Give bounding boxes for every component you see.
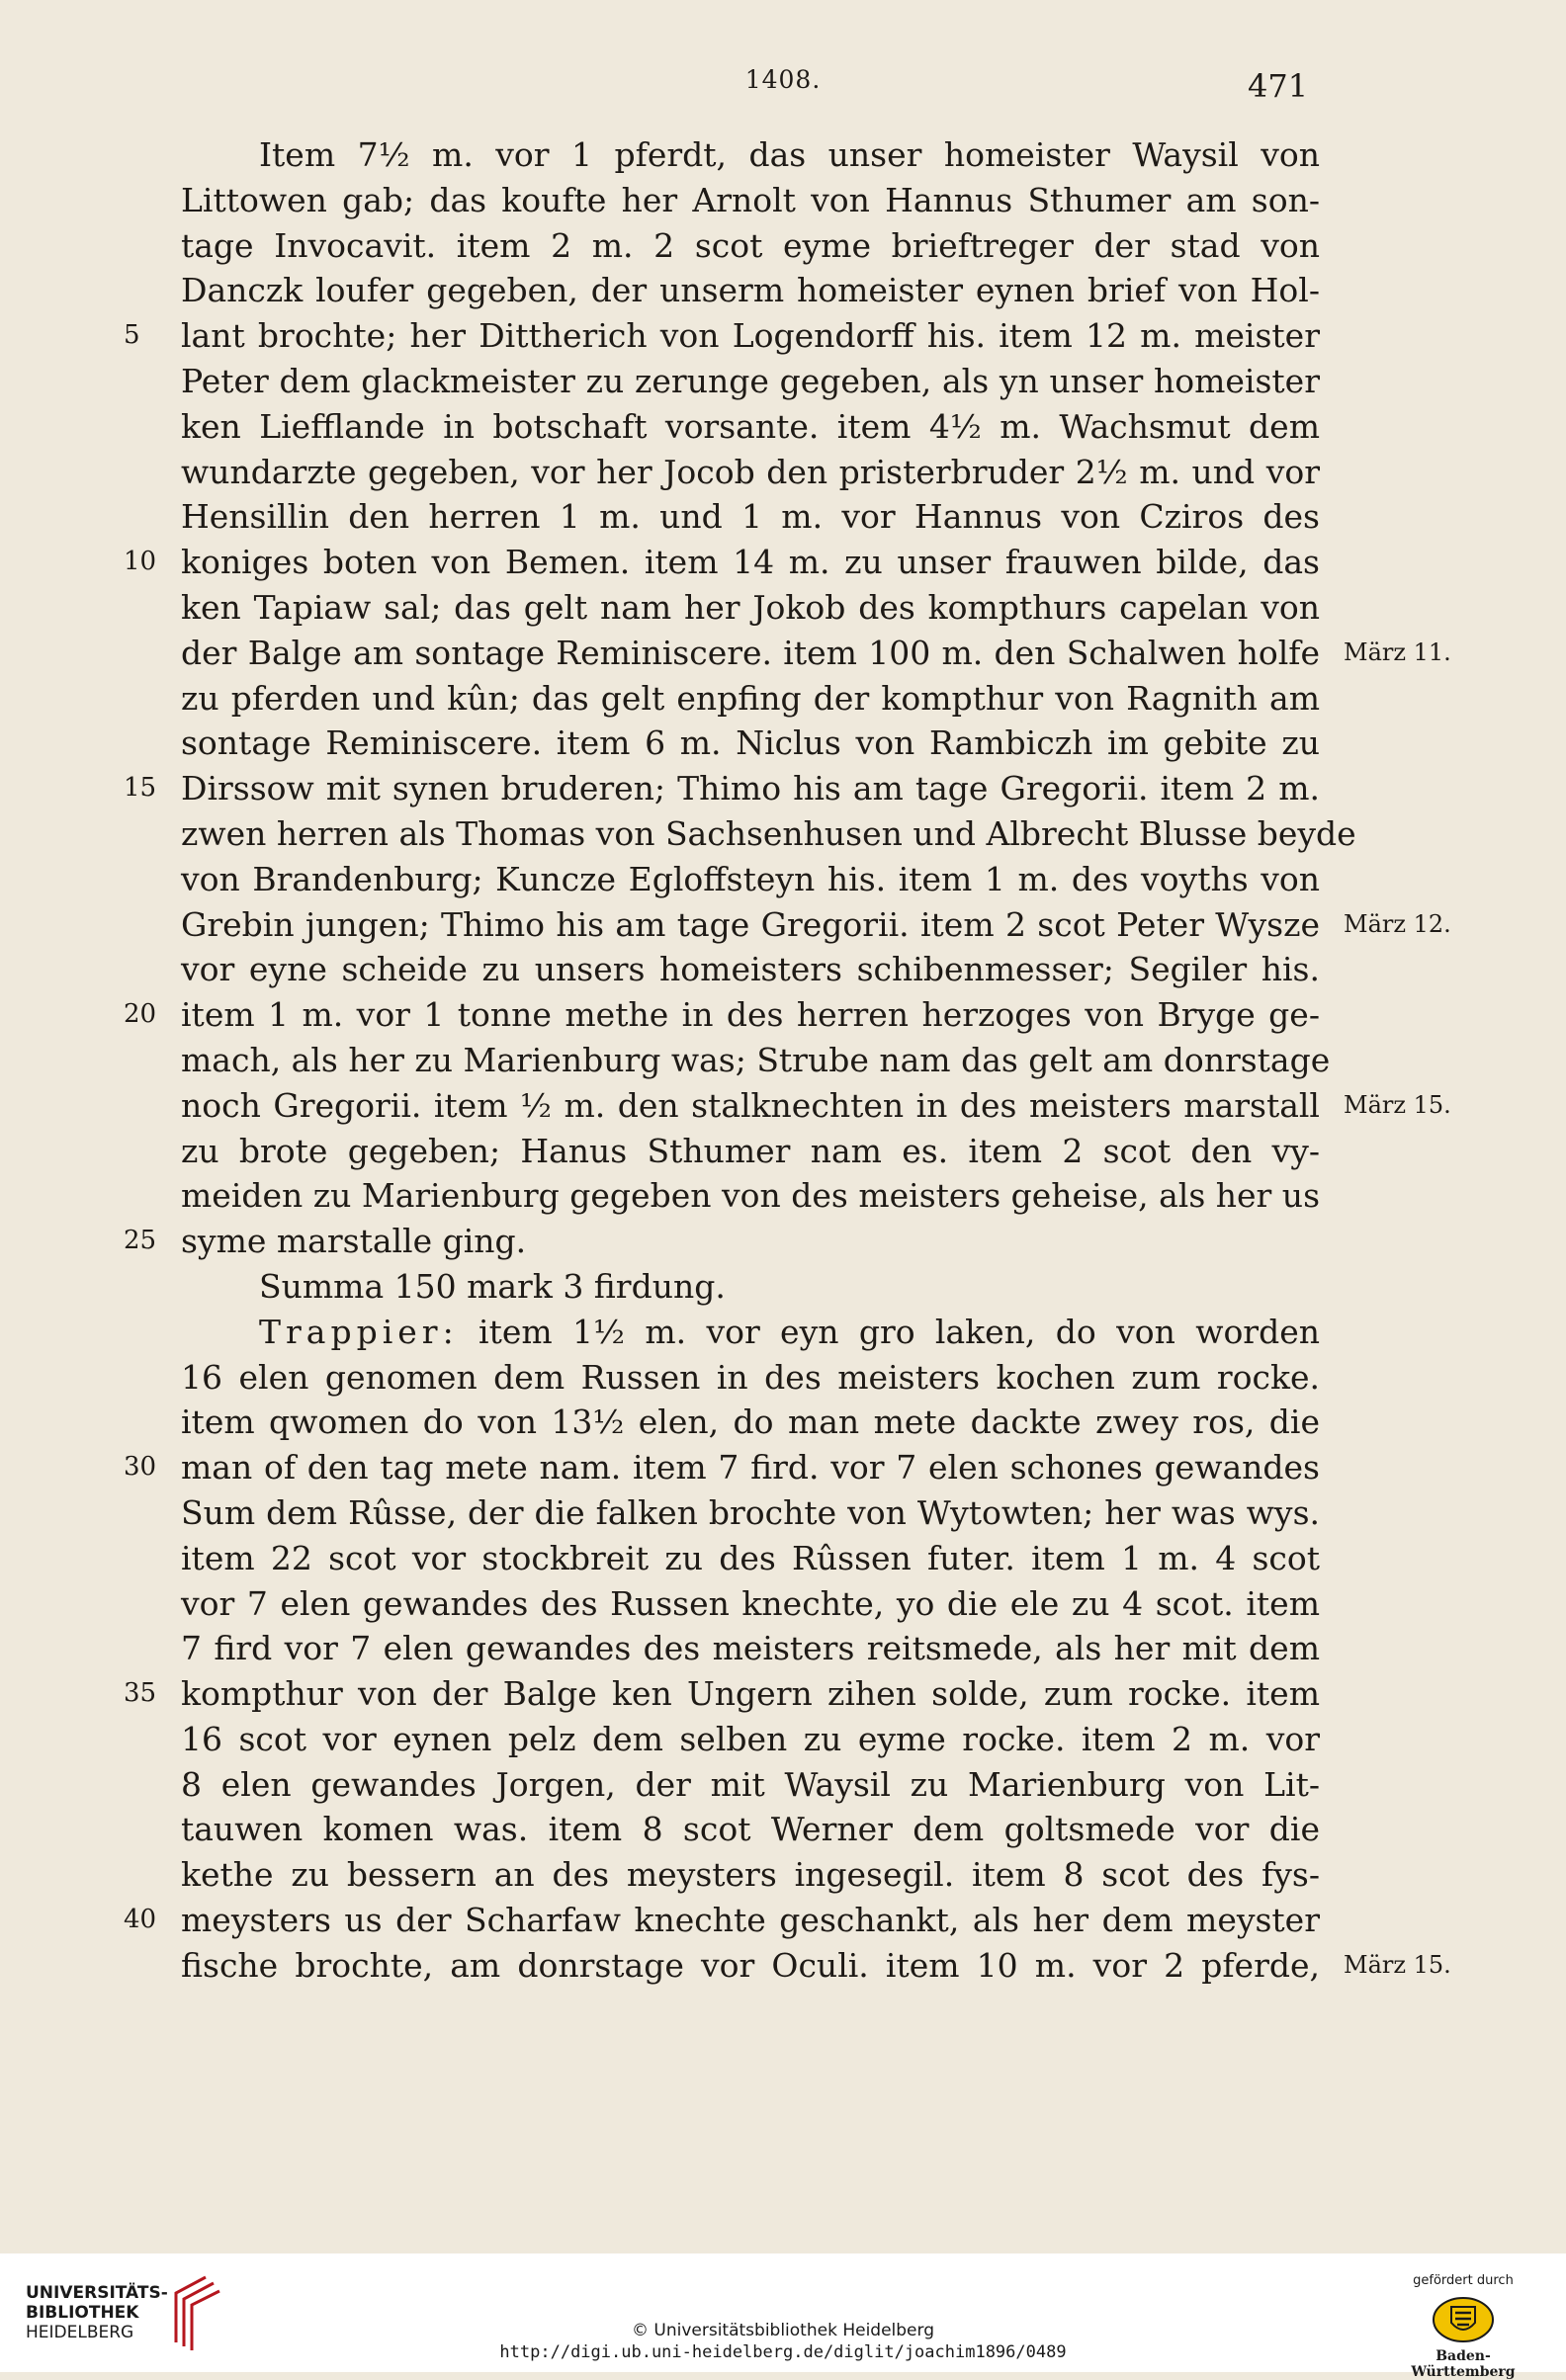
text-line	[181, 1490, 1320, 1536]
text-line	[181, 857, 1320, 902]
line-text: ken Tapiaw sal; das gelt nam her Jokob des kompthurs capelan von	[181, 587, 1320, 627]
margin-date-note: März 12.	[1344, 909, 1451, 938]
text-line	[124, 992, 1320, 1038]
running-head-year: 1408.	[744, 65, 822, 94]
text-line	[181, 1852, 1320, 1898]
text-line	[124, 1898, 1320, 1943]
line-text: vor eyne scheide zu unsers homeisters schibenmesser; Segiler his.	[181, 950, 1320, 989]
text-line	[181, 268, 1320, 313]
text-line	[124, 313, 1320, 359]
line-text: Item 7½ m. vor 1 pferdt, das unser homeister Waysil von	[259, 135, 1320, 174]
line-text: tage Invocavit. item 2 m. 2 scot eyme brieftreger der stad von	[181, 225, 1320, 265]
line-text: Littowen gab; das koufte her Arnolt von Hannus Sthumer am son-	[181, 180, 1320, 219]
section-lead: Trappier:	[259, 1312, 459, 1351]
line-number: 30	[124, 1452, 157, 1483]
line-text: Hensillin den herren 1 m. und 1 m. vor Hannus von Cziros des	[181, 497, 1320, 537]
line-text: lant brochte; her Dittherich von Logendorff his. item 12 m. meister	[181, 316, 1320, 356]
source-url-link[interactable]: http://digi.ub.uni-heidelberg.de/diglit/joachim1896/0489	[499, 2342, 1067, 2362]
text-line	[181, 1400, 1320, 1445]
funder-name: Baden-Württemberg	[1411, 2348, 1516, 2380]
text-line	[181, 494, 1320, 540]
text-line	[181, 811, 1356, 857]
line-number: 5	[124, 320, 140, 351]
text-line	[124, 1671, 1320, 1717]
text-line	[181, 450, 1320, 495]
margin-date-note: März 15.	[1344, 1950, 1451, 1979]
coat-of-arms-icon	[1432, 2295, 1495, 2344]
text-line	[181, 1717, 1320, 1762]
text-line	[181, 1310, 1320, 1355]
copyright-notice: © Universitätsbibliothek Heidelberg	[631, 2321, 934, 2340]
text-line	[181, 1355, 1320, 1401]
line-text: noch Gregorii. item ½ m. den stalknechten in des meisters marstall	[181, 1085, 1320, 1125]
line-text: item 1½ m. vor eyn gro laken, do von worden	[478, 1312, 1320, 1351]
library-logo-icon	[162, 2273, 221, 2352]
line-text: 16 scot vor eynen pelz dem selben zu eyme rocke. item 2 m. vor	[181, 1719, 1320, 1758]
line-text: Danczk loufer gegeben, der unserm homeister eynen brief von Hol-	[181, 271, 1320, 310]
text-line	[124, 1445, 1320, 1490]
text-line	[181, 404, 1320, 450]
text-line	[181, 902, 1451, 948]
text-line	[181, 359, 1320, 404]
text-line	[181, 676, 1320, 722]
line-text: tauwen komen was. item 8 scot Werner dem goltsmede vor die	[181, 1810, 1320, 1849]
line-text: koniges boten von Bemen. item 14 m. zu unser frauwen bilde, das	[181, 543, 1320, 582]
line-number: 15	[124, 773, 157, 804]
text-line	[181, 1943, 1451, 1989]
line-text: meysters us der Scharfaw knechte geschankt, als her dem meyster	[181, 1901, 1320, 1940]
line-text: item 1 m. vor 1 tonne methe in des herren herzoges von Bryge ge-	[181, 995, 1320, 1035]
line-text: meiden zu Marienburg gegeben von des meisters geheise, als her us	[181, 1176, 1320, 1216]
line-number: 35	[124, 1678, 157, 1709]
line-text: 16 elen genomen dem Russen in des meisters kochen zum rocke.	[181, 1357, 1320, 1397]
body-text	[124, 132, 1451, 1989]
text-line	[181, 223, 1320, 269]
text-line	[181, 721, 1320, 766]
line-text: 8 elen gewandes Jorgen, der mit Waysil zu Marienburg von Lit-	[181, 1764, 1320, 1804]
line-text: vor 7 elen gewandes des Russen knechte, yo die ele zu 4 scot. item	[181, 1583, 1320, 1623]
text-line	[181, 1626, 1320, 1671]
text-line	[181, 1762, 1320, 1808]
line-text: Grebin jungen; Thimo his am tage Gregorii. item 2 scot Peter Wysze	[181, 904, 1320, 944]
line-text: der Balge am sontage Reminiscere. item 100 m. den Schalwen holfe	[181, 633, 1320, 672]
line-number: 20	[124, 999, 157, 1030]
text-line	[124, 766, 1320, 811]
text-line	[181, 1173, 1320, 1219]
line-text: mach, als her zu Marienburg was; Strube nam das gelt am donrstage	[181, 1040, 1331, 1079]
funder-label: gefördert durch	[1413, 2273, 1514, 2288]
line-text: zu brote gegeben; Hanus Sthumer nam es. item 2 scot den vy-	[181, 1131, 1320, 1170]
line-text: Dirssow mit synen bruderen; Thimo his am tage Gregorii. item 2 m.	[181, 769, 1320, 808]
text-line	[181, 178, 1320, 223]
line-text: item qwomen do von 13½ elen, do man mete dackte zwey ros, die	[181, 1402, 1320, 1442]
line-text: zwen herren als Thomas von Sachsenhusen und Albrecht Blusse beyde	[181, 813, 1356, 853]
line-text: item 22 scot vor stockbreit zu des Rûssen futer. item 1 m. 4 scot	[181, 1538, 1320, 1577]
line-text: wundarzte gegeben, vor her Jocob den pristerbruder 2½ m. und vor	[181, 452, 1320, 491]
text-line	[181, 631, 1451, 676]
margin-date-note: März 11.	[1344, 638, 1451, 666]
line-text: kompthur von der Balge ken Ungern zihen solde, zum rocke. item	[181, 1674, 1320, 1714]
text-line	[181, 1083, 1451, 1129]
text-line	[181, 1807, 1320, 1852]
line-text: von Brandenburg; Kuncze Egloffsteyn his. item 1 m. des voyths von	[181, 859, 1320, 898]
text-line	[181, 1536, 1320, 1581]
line-text: syme marstalle ging.	[181, 1222, 527, 1261]
text-line	[181, 947, 1320, 992]
line-text: zu pferden und kûn; das gelt enpfing der kompthur von Ragnith am	[181, 678, 1320, 718]
text-line	[181, 132, 1320, 178]
page-number: 471	[1248, 67, 1309, 105]
text-line	[181, 1264, 1320, 1310]
line-text: Summa 150 mark 3 firdung.	[259, 1266, 726, 1306]
text-line	[181, 1581, 1320, 1627]
line-number: 25	[124, 1226, 157, 1256]
line-text: 7 fird vor 7 elen gewandes des meisters reitsmede, als her mit dem	[181, 1629, 1320, 1668]
line-number: 10	[124, 547, 157, 577]
text-line	[181, 585, 1320, 631]
text-line	[181, 1038, 1331, 1083]
line-text: sontage Reminiscere. item 6 m. Niclus von Rambiczh im gebite zu	[181, 723, 1320, 763]
line-text: fische brochte, am donrstage vor Oculi. item 10 m. vor 2 pferde,	[181, 1945, 1320, 1985]
text-line	[124, 1219, 1320, 1264]
line-text: man of den tag mete nam. item 7 fird. vor 7 elen schones gewandes	[181, 1448, 1320, 1488]
line-number: 40	[124, 1905, 157, 1935]
line-text: kethe zu bessern an des meysters ingesegil. item 8 scot des fys-	[181, 1855, 1320, 1895]
text-line	[124, 540, 1320, 585]
line-text: ken Liefflande in botschaft vorsante. item 4½ m. Wachsmut dem	[181, 406, 1320, 446]
library-name[interactable]: UNIVERSITÄTS- BIBLIOTHEK HEIDELBERG	[26, 2283, 168, 2342]
text-line	[181, 1129, 1320, 1174]
margin-date-note: März 15.	[1344, 1090, 1451, 1119]
line-text: Sum dem Rûsse, der die falken brochte von Wytowten; her was wys.	[181, 1492, 1320, 1532]
line-text: Peter dem glackmeister zu zerunge gegeben, als yn unser homeister	[181, 361, 1320, 400]
